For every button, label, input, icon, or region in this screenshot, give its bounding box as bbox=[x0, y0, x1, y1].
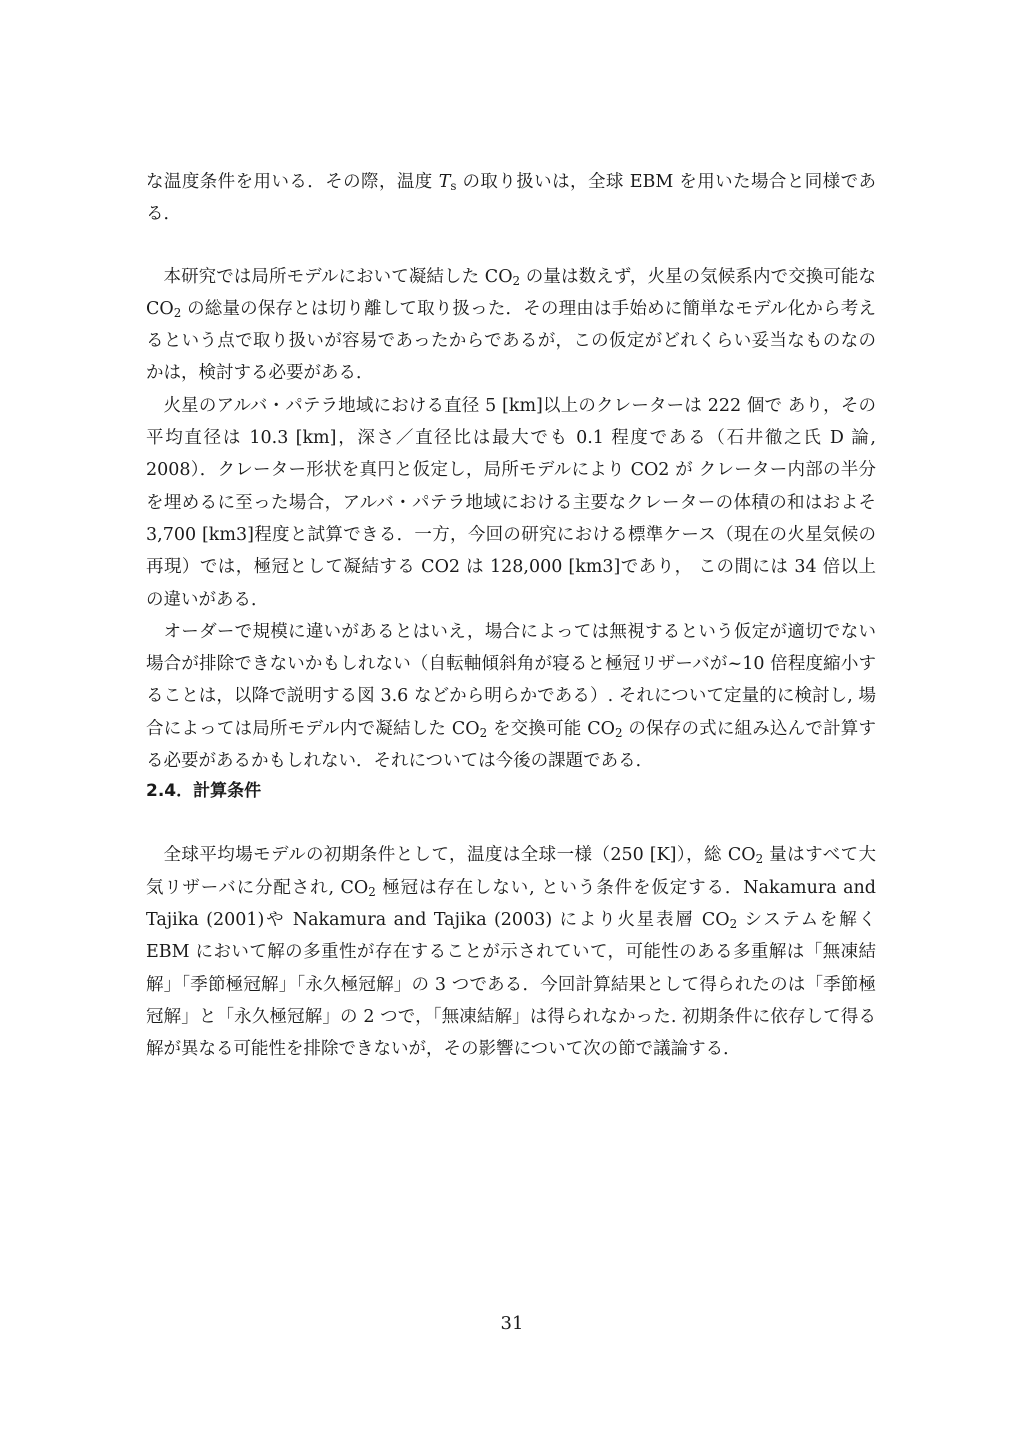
page-number: 31 bbox=[500, 1313, 524, 1334]
text-run: を交換可能 CO bbox=[487, 718, 615, 739]
subscript: 2 bbox=[729, 916, 738, 931]
section-heading: 2.4．計算条件 bbox=[146, 781, 262, 802]
text-run: 極冠は存在しない, という条件を仮定する．Nakamura and Tajika (2001)や Nakamura and Tajika (2003) により火星表層 CO bbox=[146, 877, 876, 930]
text-run: の総量の保存とは切り離して取り扱った．その理由は手始めに簡単なモデル化から考えるという点で取り扱いが容易であったからであるが，この仮定がどれくらい妥当なものなのかは，検討する必要がある． bbox=[146, 298, 876, 384]
subscript: 2 bbox=[173, 305, 182, 320]
paragraph-2 bbox=[146, 261, 876, 390]
subscript: 2 bbox=[512, 273, 521, 288]
subscript: 2 bbox=[614, 725, 623, 740]
text-run: な温度条件を用いる．その際，温度 bbox=[146, 172, 439, 192]
paragraph-1 bbox=[146, 166, 876, 231]
text-run: 全球平均場モデルの初期条件として，温度は全球一様（250 [K]），総 CO bbox=[163, 845, 756, 866]
text-run: 本研究では局所モデルにおいて凝結した CO bbox=[163, 266, 513, 287]
text-run: 火星のアルバ・パテラ地域における直径 5 [km]以上のクレーターは 222 個で あり，その平均直径は 10.3 [km]，深さ／直径比は最大でも 0.1 程度である（石井徹之氏 D 論, 2008）．クレーター形状を真円と仮定し，局所モデルにより CO2 が クレーター内部の半分を埋めるに至った場合，アルバ・パテラ地域における主要なクレーターの体積の和はおよそ 3,700 [km3]程度と試算できる．一方，今回の研究における標準ケース（現在の火星気候の再現）では，極冠として凝結する CO2 は 128,000 [km3]であり， この間には 34 倍以上の違いがある． bbox=[146, 395, 876, 610]
page-body bbox=[146, 166, 876, 1065]
text-run: システムを解く EBM において解の多重性が存在することが示されていて，可能性のある多重解は「無凍結解」「季節極冠解」「永久極冠解」の 3 つである．今回計算結果として得られたのは「季節極冠解」と「永久極冠解」の 2 つで，「無凍結解」は得られなかった. 初期条件に依存して得る解が異なる可能性を排除できないが，その影響について次の節で議論する． bbox=[146, 909, 877, 1060]
subscript: 2 bbox=[368, 884, 376, 899]
subscript: s bbox=[450, 178, 457, 193]
text-run: の取り扱いは，全球 EBM を用いた場合と同様である． bbox=[146, 172, 877, 225]
subscript: 2 bbox=[479, 725, 488, 740]
text-run: 量はすべて大気リザーバに分配され, CO bbox=[146, 845, 876, 898]
paragraph-4 bbox=[146, 616, 876, 777]
text-run: の量は数えず，火星の気候系内で交換可能な CO bbox=[146, 266, 876, 319]
paragraph-3 bbox=[146, 390, 876, 616]
text-run: オーダーで規模に違いがあるとはいえ，場合によっては無視するという仮定が適切でない場合が排除できないかもしれない（自転軸傾斜角が寝ると極冠リザーバが~10 倍程度縮小することは，以降で説明する図 3.6 などから明らかである）. それについて定量的に検討し, 場合によっては局所モデル内で凝結した CO bbox=[146, 621, 877, 739]
text-run: の保存の式に組み込んで計算する必要があるかもしれない．それについては今後の課題である． bbox=[146, 718, 876, 772]
paragraph-5 bbox=[146, 839, 876, 1065]
variable-T: T bbox=[438, 172, 451, 192]
subscript: 2 bbox=[755, 852, 764, 867]
